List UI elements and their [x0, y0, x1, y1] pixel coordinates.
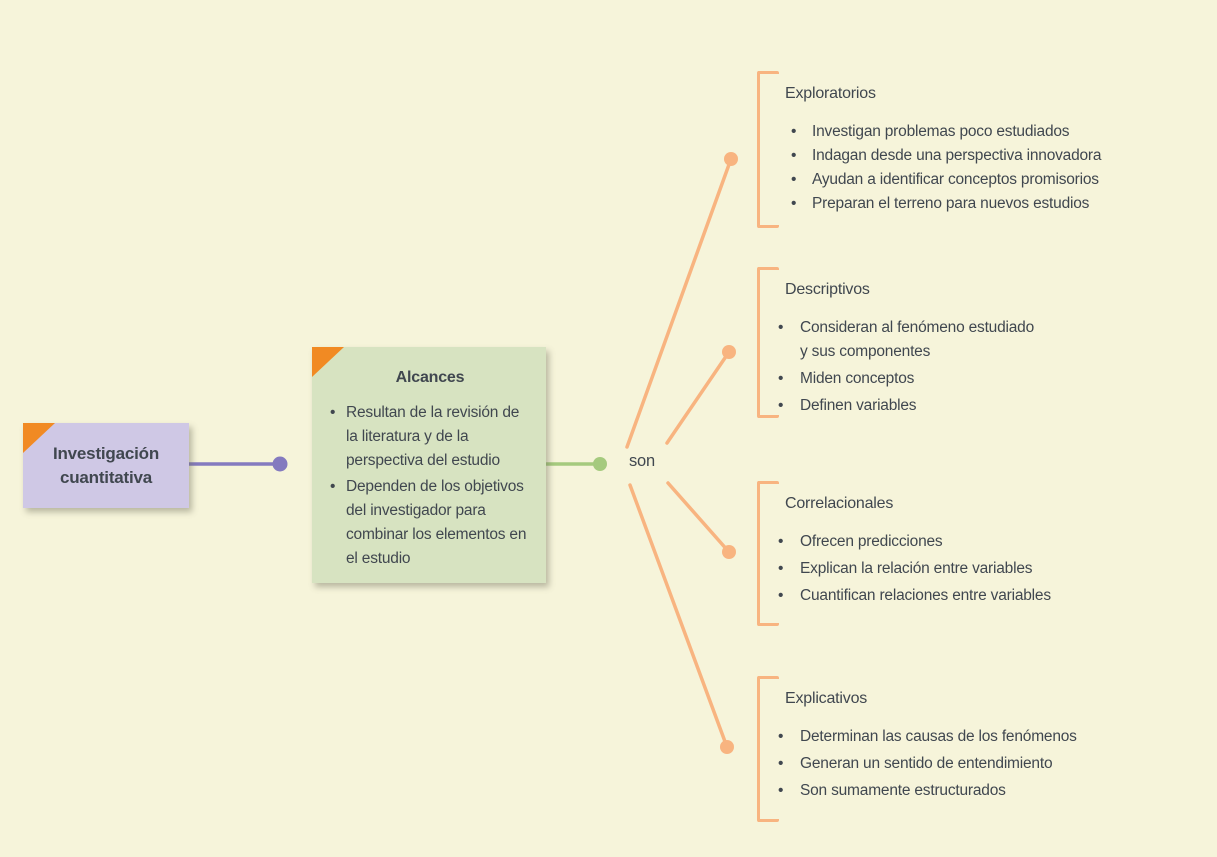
- category-title: Exploratorios: [785, 85, 876, 102]
- category-explicativos: [757, 676, 1205, 806]
- category-descriptivos: [757, 267, 1037, 421]
- root-node-investigacion-cuantitativa: [23, 423, 189, 508]
- branch-line-explicativos: [630, 485, 727, 747]
- branch-line-exploratorios: [627, 159, 731, 447]
- category-bullet-list: [785, 120, 1215, 216]
- root-connector-dot: [273, 457, 288, 472]
- category-bullet: • Ayudan a identificar conceptos promisorios: [785, 168, 1215, 192]
- category-content: [785, 267, 1037, 418]
- alcances-connector-dot: [593, 457, 607, 471]
- category-bullet: • Explican la relación entre variables: [785, 557, 1205, 581]
- category-content: [785, 676, 1205, 803]
- branch-dot-descriptivos: [722, 345, 736, 359]
- branch-dot-explicativos: [720, 740, 734, 754]
- branch-dot-exploratorios: [724, 152, 738, 166]
- category-bullet: • Consideran al fenómeno estudiado y sus componentes: [785, 316, 1037, 364]
- category-bullet: • Generan un sentido de entendimiento: [785, 752, 1205, 776]
- bracket-icon: [757, 71, 779, 228]
- branch-line-descriptivos: [667, 352, 729, 443]
- connector-label-son: son: [629, 452, 656, 470]
- alcances-bullet-list: [328, 401, 532, 571]
- category-bullet: • Investigan problemas poco estudiados: [785, 120, 1215, 144]
- alcances-bullet: • Dependen de los objetivos del investigador para combinar los elementos en el estudio: [328, 475, 532, 571]
- category-bullet: • Miden conceptos: [785, 367, 1037, 391]
- bracket-icon: [757, 267, 779, 418]
- category-bullet: • Son sumamente estructurados: [785, 779, 1205, 803]
- alcances-node: [312, 347, 546, 583]
- category-bullet: • Ofrecen predicciones: [785, 530, 1205, 554]
- category-bullet-list: [785, 316, 1037, 418]
- alcances-bullet: • Resultan de la revisión de la literatura y de la perspectiva del estudio: [328, 401, 532, 473]
- category-bullet-list: [785, 725, 1205, 803]
- category-title: Correlacionales: [785, 495, 894, 512]
- root-node-title: Investigación cuantitativa: [52, 443, 160, 487]
- branch-line-correlacionales: [668, 483, 729, 552]
- bracket-icon: [757, 676, 779, 822]
- category-content: [785, 71, 1215, 216]
- category-bullet: • Determinan las causas de los fenómenos: [785, 725, 1205, 749]
- bracket-icon: [757, 481, 779, 626]
- category-bullet: • Cuantifican relaciones entre variables: [785, 584, 1205, 608]
- category-correlacionales: [757, 481, 1205, 611]
- branch-dot-correlacionales: [722, 545, 736, 559]
- category-bullet-list: [785, 530, 1205, 608]
- category-title: Descriptivos: [785, 281, 870, 298]
- category-title: Explicativos: [785, 690, 868, 707]
- category-bullet: • Preparan el terreno para nuevos estudios: [785, 192, 1215, 216]
- category-bullet: • Definen variables: [785, 394, 1037, 418]
- alcances-title: Alcances: [395, 369, 465, 386]
- category-content: [785, 481, 1205, 608]
- category-exploratorios: [757, 71, 1215, 216]
- category-bullet: • Indagan desde una perspectiva innovadora: [785, 144, 1215, 168]
